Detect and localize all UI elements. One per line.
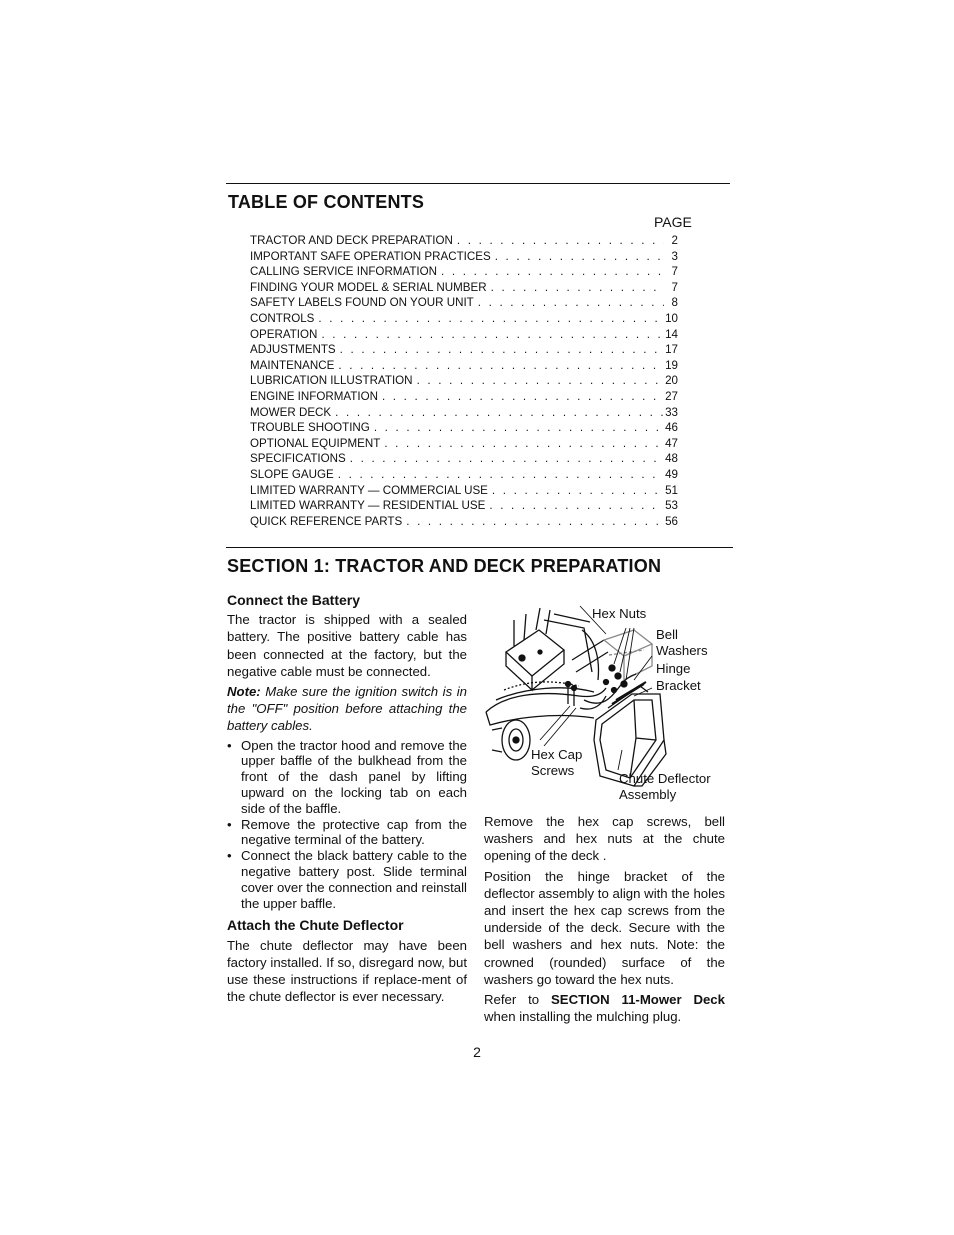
toc-leader-dots — [336, 342, 664, 358]
toc-entry — [250, 514, 678, 530]
section-heading: SECTION 1: TRACTOR AND DECK PREPARATION — [227, 556, 662, 576]
toc-entry-page: 51 — [665, 483, 678, 497]
right-para-2: Position the hinge bracket of the deflector assembly to align with the holes and insert the hex cap screws from the underside of the deck. Secure with the bell washers and hex nuts. Note: the crowned (rounded) surface of the washers go toward the hex nuts. — [484, 868, 725, 987]
label-washers: Washers — [656, 643, 708, 658]
toc-leader-dots — [331, 405, 664, 421]
section-top-rule — [226, 547, 733, 548]
toc-entry — [250, 389, 678, 405]
note-text: Make sure the ignition switch is in the "OFF" position before attaching the battery cables. — [227, 684, 468, 734]
toc-entry-title: CONTROLS — [250, 311, 315, 325]
toc-top-rule — [226, 183, 730, 184]
battery-note — [227, 683, 467, 735]
toc-entry-title: MAINTENANCE — [250, 358, 335, 372]
toc-entry — [250, 483, 678, 499]
toc-entry-page: 53 — [665, 499, 678, 513]
toc-entry-page: 17 — [665, 343, 678, 357]
toc-list — [250, 233, 678, 529]
toc-leader-dots — [474, 295, 664, 311]
section-reference: SECTION 11-Mower Deck — [551, 992, 725, 1008]
toc-entry-page: 8 — [671, 296, 678, 310]
toc-leader-dots — [413, 373, 664, 389]
toc-leader-dots — [491, 249, 664, 265]
toc-leader-dots — [378, 389, 664, 405]
toc-leader-dots — [453, 233, 664, 249]
toc-entry — [250, 233, 678, 249]
toc-entry-title: SPECIFICATIONS — [250, 452, 346, 466]
toc-page-label: PAGE — [654, 214, 692, 230]
toc-leader-dots — [488, 483, 664, 499]
toc-entry — [250, 264, 678, 280]
label-hex-nuts: Hex Nuts — [592, 606, 647, 621]
list-item: • Connect the black battery cable to the negative battery post. Slide terminal cover over the connection and reinstall the upper baffle. — [227, 848, 467, 911]
toc-entry — [250, 405, 678, 421]
toc-entry-title: FINDING YOUR MODEL & SERIAL NUMBER — [250, 280, 487, 294]
toc-entry-page: 47 — [665, 436, 678, 450]
toc-entry-title: QUICK REFERENCE PARTS — [250, 514, 403, 528]
note-label: Note: — [227, 684, 261, 700]
label-bracket: Bracket — [656, 678, 701, 693]
battery-steps — [227, 738, 467, 912]
right-para-3 — [484, 991, 725, 1025]
toc-entry-page: 14 — [665, 327, 678, 341]
toc-entry — [250, 327, 678, 343]
chute-subheading: Attach the Chute Deflector — [227, 917, 404, 934]
page-number: 2 — [473, 1044, 481, 1060]
label-chute-deflector: Chute Deflector — [619, 771, 711, 786]
toc-entry-title: CALLING SERVICE INFORMATION — [250, 265, 438, 279]
toc-entry-title: IMPORTANT SAFE OPERATION PRACTICES — [250, 249, 491, 263]
toc-entry-page: 56 — [665, 514, 678, 528]
toc-entry-title: TROUBLE SHOOTING — [250, 421, 370, 435]
right-para-1: Remove the hex cap screws, bell washers and hex nuts at the chute opening of the deck . — [484, 814, 725, 864]
toc-entry-page: 7 — [671, 265, 678, 279]
toc-leader-dots — [317, 327, 664, 343]
list-item: • Remove the protective cap from the negative terminal of the battery. — [227, 817, 467, 849]
toc-entry-title: ADJUSTMENTS — [250, 343, 336, 357]
toc-entry-page: 33 — [665, 405, 678, 419]
toc-entry-page: 19 — [665, 358, 678, 372]
toc-entry — [250, 249, 678, 265]
toc-leader-dots — [370, 420, 664, 436]
toc-entry — [250, 373, 678, 389]
right-column — [484, 813, 725, 1028]
toc-leader-dots — [487, 280, 664, 296]
toc-entry — [250, 280, 678, 296]
toc-entry-page: 20 — [665, 374, 678, 388]
toc-entry-page: 2 — [671, 234, 678, 247]
battery-subheading: Connect the Battery — [227, 592, 361, 608]
left-column — [227, 592, 467, 1008]
toc-entry-page: 10 — [665, 311, 678, 325]
toc-entry-page: 27 — [665, 389, 678, 403]
toc-entry — [250, 451, 678, 467]
toc-entry-title: LUBRICATION ILLUSTRATION — [250, 374, 413, 388]
toc-entry-title: OPERATION — [250, 327, 318, 341]
toc-entry — [250, 342, 678, 358]
toc-leader-dots — [346, 451, 664, 467]
toc-leader-dots — [437, 264, 664, 280]
toc-leader-dots — [334, 358, 664, 374]
toc-entry — [250, 420, 678, 436]
toc-entry-page: 49 — [665, 467, 678, 481]
battery-paragraph: The tractor is shipped with a sealed battery. The positive battery cable has been connected at the factory, but the negative cable must be connected. — [227, 612, 467, 679]
toc-entry-page: 46 — [665, 421, 678, 435]
chute-paragraph: The chute deflector may have been factory installed. If so, disregard now, but use these instructions if replace-ment of the chute deflector is ever necessary. — [227, 937, 467, 1005]
toc-entry — [250, 498, 678, 514]
label-screws: Screws — [531, 763, 575, 778]
toc-entry — [250, 295, 678, 311]
toc-entry-page: 7 — [671, 280, 678, 294]
label-assembly: Assembly — [619, 787, 677, 802]
toc-entry — [250, 436, 678, 452]
toc-leader-dots — [334, 467, 664, 483]
toc-leader-dots — [485, 498, 664, 514]
refer-suffix: when installing the mulching plug. — [484, 1009, 682, 1025]
toc-leader-dots — [402, 514, 664, 530]
label-hinge: Hinge — [656, 661, 691, 676]
toc-heading: TABLE OF CONTENTS — [228, 192, 425, 212]
toc-entry-page: 48 — [665, 452, 678, 466]
toc-entry-title: SAFETY LABELS FOUND ON YOUR UNIT — [250, 296, 474, 310]
toc-entry-title: MOWER DECK — [250, 405, 332, 419]
toc-entry-title: OPTIONAL EQUIPMENT — [250, 436, 381, 450]
toc-entry-title: ENGINE INFORMATION — [250, 389, 378, 403]
toc-entry-page: 3 — [671, 249, 678, 263]
label-hex-cap: Hex Cap — [531, 747, 583, 762]
list-item: • Open the tractor hood and remove the upper baffle of the bulkhead from the front of the dash panel by lifting upward on the locking tab on each side of the baffle. — [227, 738, 467, 817]
toc-entry-title: SLOPE GAUGE — [250, 467, 334, 481]
refer-prefix: Refer to — [484, 992, 540, 1008]
toc-entry — [250, 311, 678, 327]
toc-entry — [250, 467, 678, 483]
toc-leader-dots — [380, 436, 664, 452]
toc-leader-dots — [314, 311, 664, 327]
toc-entry — [250, 358, 678, 374]
label-bell: Bell — [656, 627, 678, 642]
toc-entry-title: LIMITED WARRANTY — RESIDENTIAL USE — [250, 499, 486, 513]
toc-entry-title: LIMITED WARRANTY — COMMERCIAL USE — [250, 483, 488, 497]
toc-entry-title: TRACTOR AND DECK PREPARATION — [250, 234, 453, 247]
